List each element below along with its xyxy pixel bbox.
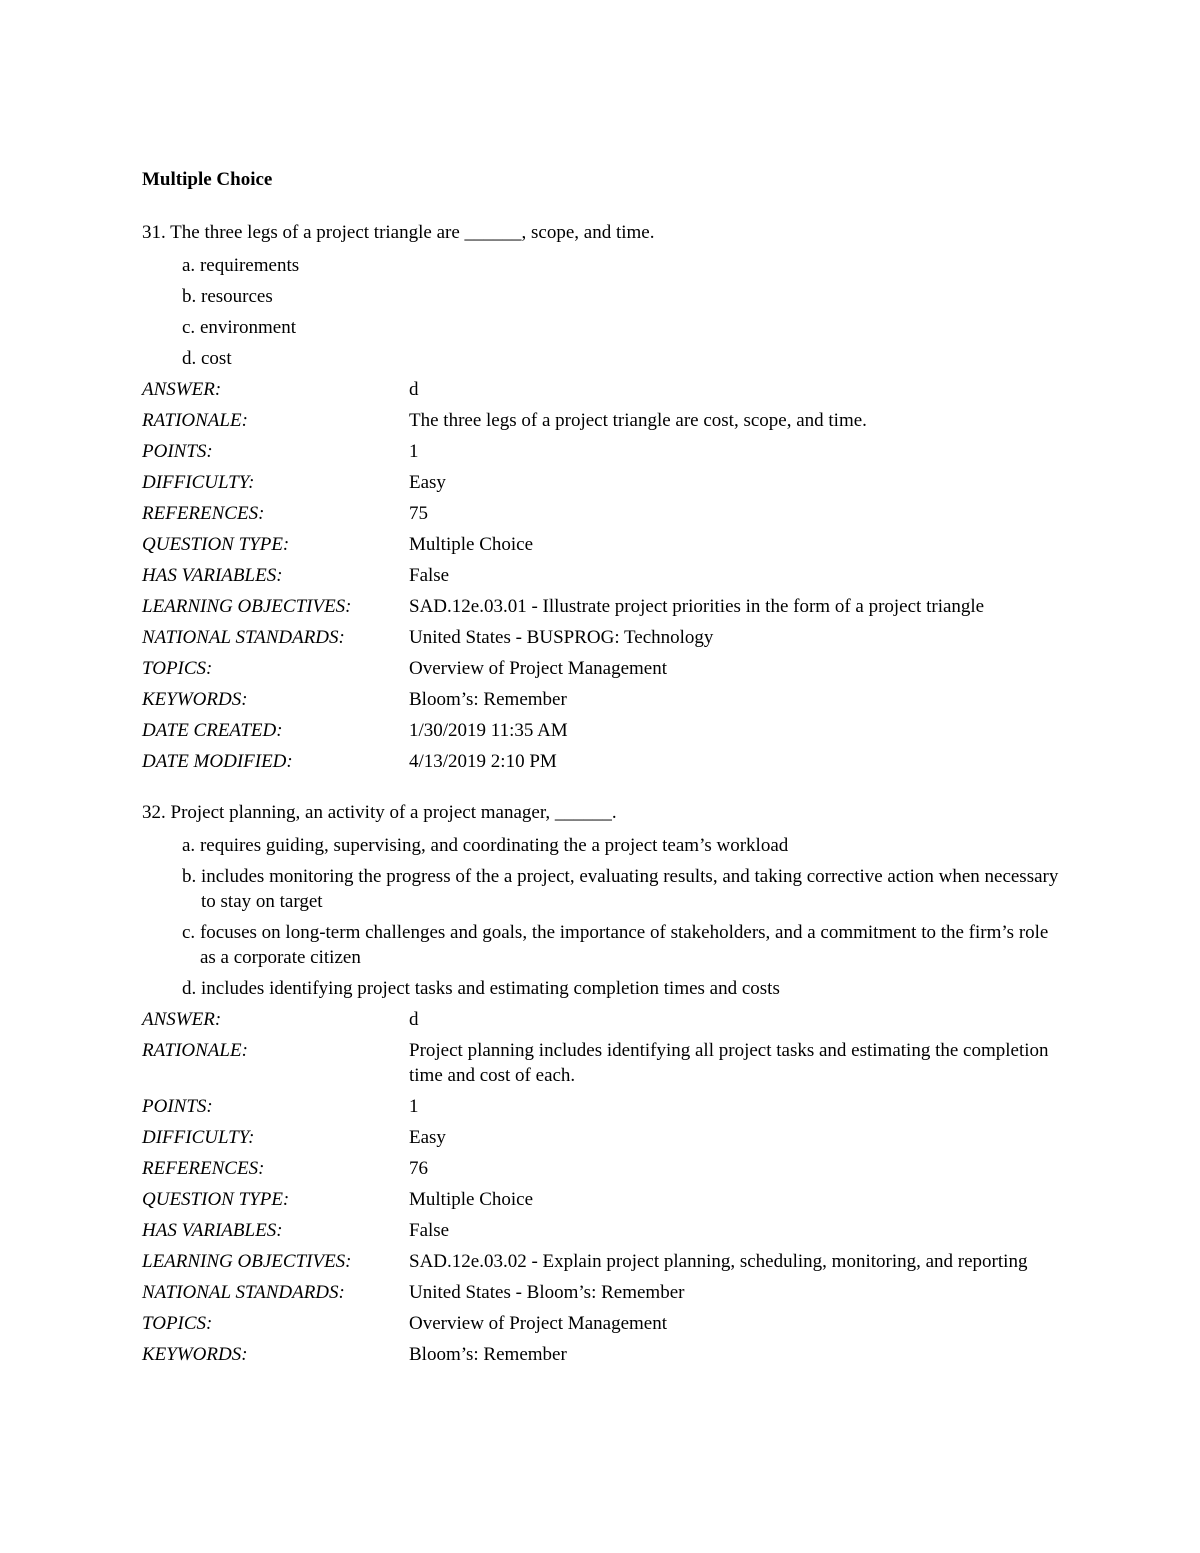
metadata-value: Project planning includes identifying all project tasks and estimating the completion time and cost of each. [409, 1040, 1049, 1086]
metadata-value: United States - BUSPROG: Technology [409, 627, 714, 648]
option-letter: b. [182, 866, 201, 887]
metadata-label: RATIONALE: [142, 1040, 248, 1061]
metadata-value: d [409, 1009, 419, 1030]
option-text: includes monitoring the progress of the a project, evaluating results, and taking corrective action when necessary to stay on target [201, 866, 1059, 912]
answer-option [182, 346, 1062, 371]
option-letter: a. [182, 255, 200, 276]
metadata-value: Bloom’s: Remember [409, 1344, 567, 1365]
metadata-row [142, 1007, 1062, 1032]
metadata-label: RATIONALE: [142, 410, 248, 431]
answer-option [182, 315, 1062, 340]
metadata-row [142, 470, 1062, 495]
question-stem: 32. Project planning, an activity of a project manager, ______. [142, 802, 617, 823]
metadata-row [142, 1187, 1062, 1212]
question-metadata [142, 1007, 1062, 1367]
section-heading: Multiple Choice [142, 169, 273, 190]
question-list [142, 219, 1062, 1367]
question-block [142, 219, 1062, 774]
answer-option [182, 864, 1062, 914]
metadata-row [142, 1094, 1062, 1119]
metadata-value: False [409, 565, 450, 586]
metadata-row [142, 439, 1062, 464]
metadata-row [142, 563, 1062, 588]
metadata-label: DIFFICULTY: [142, 1127, 255, 1148]
metadata-label: TOPICS: [142, 658, 213, 679]
answer-option [182, 284, 1062, 309]
document-page [142, 166, 1062, 1367]
option-text: requires guiding, supervising, and coordinating the a project team’s workload [199, 835, 789, 856]
option-letter: c. [182, 922, 200, 943]
metadata-row [142, 1156, 1062, 1181]
metadata-row [142, 1311, 1062, 1336]
metadata-row [142, 377, 1062, 402]
metadata-row [142, 718, 1062, 743]
metadata-value: SAD.12e.03.01 - Illustrate project priorities in the form of a project triangle [409, 596, 985, 617]
metadata-label: HAS VARIABLES: [142, 565, 283, 586]
metadata-label: DIFFICULTY: [142, 472, 255, 493]
metadata-value: The three legs of a project triangle are cost, scope, and time. [409, 410, 867, 431]
metadata-label: KEYWORDS: [142, 1344, 248, 1365]
metadata-value: SAD.12e.03.02 - Explain project planning, scheduling, monitoring, and reporting [409, 1251, 1028, 1272]
metadata-value: Multiple Choice [409, 1189, 534, 1210]
metadata-value: Multiple Choice [409, 534, 534, 555]
metadata-row [142, 625, 1062, 650]
option-text: resources [201, 286, 273, 307]
answer-option [182, 833, 1062, 858]
option-text: focuses on long-term challenges and goals, the importance of stakeholders, and a commitment to the firm’s role as a corporate citizen [199, 922, 1049, 968]
metadata-row [142, 408, 1062, 433]
option-text: cost [201, 348, 232, 369]
metadata-value: United States - Bloom’s: Remember [409, 1282, 685, 1303]
option-text: requirements [199, 255, 300, 276]
metadata-label: QUESTION TYPE: [142, 1189, 290, 1210]
metadata-label: LEARNING OBJECTIVES: [142, 596, 352, 617]
metadata-label: LEARNING OBJECTIVES: [142, 1251, 352, 1272]
metadata-label: KEYWORDS: [142, 689, 248, 710]
metadata-value: Easy [409, 1127, 446, 1148]
metadata-label: REFERENCES: [142, 1158, 265, 1179]
metadata-value: 1/30/2019 11:35 AM [409, 720, 568, 741]
metadata-value: 1 [409, 441, 419, 462]
option-letter: b. [182, 286, 201, 307]
option-text: environment [199, 317, 296, 338]
metadata-label: QUESTION TYPE: [142, 534, 290, 555]
metadata-value: Bloom’s: Remember [409, 689, 567, 710]
question-metadata [142, 377, 1062, 774]
answer-option [182, 920, 1062, 970]
metadata-label: ANSWER: [142, 1009, 222, 1030]
metadata-row [142, 1342, 1062, 1367]
metadata-value: 1 [409, 1096, 419, 1117]
metadata-label: ANSWER: [142, 379, 222, 400]
metadata-value: 76 [409, 1158, 428, 1179]
option-letter: d. [182, 978, 201, 999]
metadata-value: 4/13/2019 2:10 PM [409, 751, 557, 772]
metadata-label: DATE CREATED: [142, 720, 283, 741]
option-letter: c. [182, 317, 200, 338]
answer-option [182, 976, 1062, 1001]
metadata-label: POINTS: [142, 441, 213, 462]
metadata-row [142, 1280, 1062, 1305]
metadata-row [142, 1038, 1062, 1088]
metadata-row [142, 687, 1062, 712]
answer-option [182, 253, 1062, 278]
option-letter: a. [182, 835, 200, 856]
question-block [142, 799, 1062, 1367]
metadata-label: TOPICS: [142, 1313, 213, 1334]
metadata-row [142, 532, 1062, 557]
question-stem: 31. The three legs of a project triangle are ______, scope, and time. [142, 222, 655, 243]
metadata-value: Overview of Project Management [409, 658, 667, 679]
metadata-label: NATIONAL STANDARDS: [142, 1282, 345, 1303]
metadata-value: 75 [409, 503, 428, 524]
metadata-value: d [409, 379, 419, 400]
metadata-row [142, 1125, 1062, 1150]
metadata-row [142, 1249, 1062, 1274]
metadata-label: HAS VARIABLES: [142, 1220, 283, 1241]
metadata-value: Easy [409, 472, 446, 493]
metadata-label: DATE MODIFIED: [142, 751, 293, 772]
metadata-label: NATIONAL STANDARDS: [142, 627, 345, 648]
metadata-row [142, 501, 1062, 526]
metadata-value: Overview of Project Management [409, 1313, 667, 1334]
option-letter: d. [182, 348, 201, 369]
metadata-row [142, 1218, 1062, 1243]
metadata-label: POINTS: [142, 1096, 213, 1117]
metadata-value: False [409, 1220, 450, 1241]
metadata-row [142, 594, 1062, 619]
metadata-row [142, 749, 1062, 774]
option-text: includes identifying project tasks and estimating completion times and costs [201, 978, 780, 999]
metadata-label: REFERENCES: [142, 503, 265, 524]
metadata-row [142, 656, 1062, 681]
